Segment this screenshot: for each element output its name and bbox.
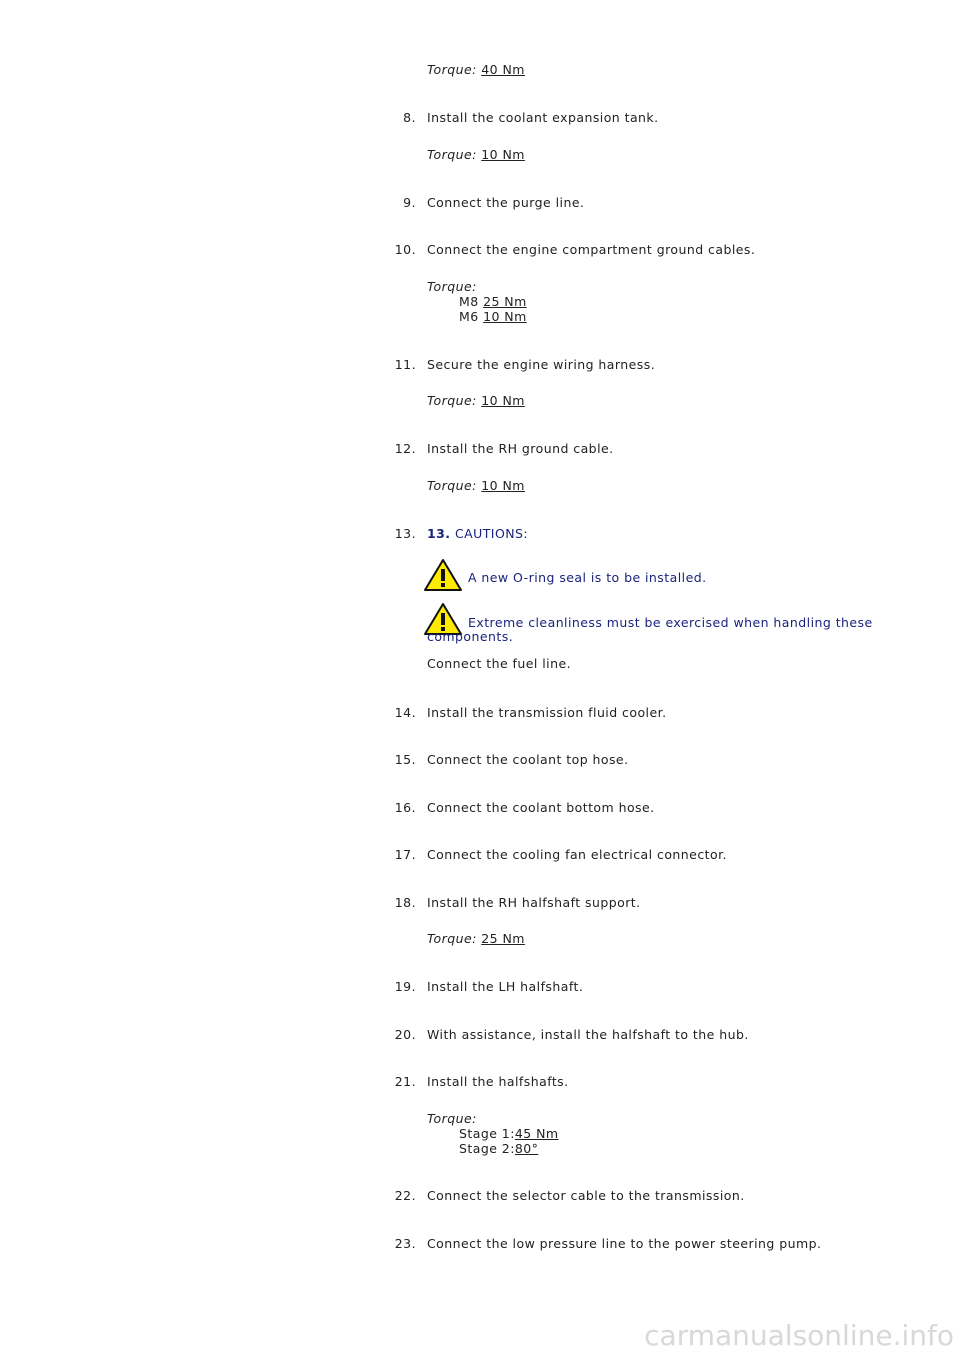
step-text: Connect the coolant top hose. (427, 752, 629, 767)
torque-label: Torque: (427, 1111, 477, 1126)
torque-label: Torque: (427, 393, 477, 408)
caution-text: A new O-ring seal is to be installed. (468, 570, 707, 585)
step-number: 10. (394, 242, 416, 257)
step-number: 19. (394, 979, 416, 994)
torque-value-link[interactable]: 10 Nm (481, 393, 525, 408)
step-number: 18. (394, 895, 416, 910)
torque-stage-row (459, 1141, 538, 1156)
step-text: Install the coolant expansion tank. (427, 110, 659, 125)
torque-label: Torque: (427, 931, 477, 946)
step-text: Connect the low pressure line to the power steering pump. (427, 1236, 822, 1251)
caution-text: Extreme cleanliness must be exercised when handling these (468, 615, 873, 630)
step-text: Connect the fuel line. (427, 656, 572, 671)
step-text: Install the RH ground cable. (427, 441, 614, 456)
step-number: 8. (403, 110, 416, 125)
step-number: 11. (394, 357, 416, 372)
step-number: 17. (394, 847, 416, 862)
watermark: carmanualsonline.info (644, 1319, 954, 1352)
stage-label: Stage 2: (459, 1141, 515, 1156)
step-text: Secure the engine wiring harness. (427, 357, 656, 372)
caution-text-continued: components. (427, 629, 514, 644)
torque-value-link[interactable]: 40 Nm (481, 62, 525, 77)
step-text: Install the RH halfshaft support. (427, 895, 641, 910)
torque-stage-row (459, 1126, 559, 1141)
step-text: Install the halfshafts. (427, 1074, 569, 1089)
bolt-size-label: M8 (459, 294, 479, 309)
torque-label: Torque: (427, 478, 477, 493)
torque-label: Torque: (427, 279, 477, 294)
torque-value-link[interactable]: 10 Nm (481, 147, 525, 162)
cautions-heading-number: 13. (427, 526, 451, 541)
torque-value-link[interactable]: 25 Nm (483, 294, 527, 309)
angle-value-link[interactable]: 80° (514, 1141, 539, 1156)
step-text: Connect the coolant bottom hose. (427, 800, 655, 815)
step-number: 22. (394, 1188, 416, 1203)
step-number: 23. (394, 1236, 416, 1251)
cautions-heading (427, 526, 528, 541)
step-text: Install the LH halfshaft. (427, 979, 584, 994)
torque-row (427, 147, 525, 162)
bolt-size-label: M6 (459, 309, 479, 324)
step-number: 14. (394, 705, 416, 720)
step-number: 13. (394, 526, 416, 541)
step-number: 20. (394, 1027, 416, 1042)
step-text: Install the transmission fluid cooler. (427, 705, 667, 720)
stage-label: Stage 1: (459, 1126, 515, 1141)
torque-row (427, 478, 525, 493)
torque-value-link[interactable]: 45 Nm (514, 1126, 559, 1141)
torque-label: Torque: (427, 147, 477, 162)
step-number: 9. (403, 195, 416, 210)
torque-row (427, 393, 525, 408)
step-number: 21. (394, 1074, 416, 1089)
step-text: Connect the engine compartment ground cables. (427, 242, 756, 257)
torque-spec-row (459, 309, 527, 324)
step-number: 15. (394, 752, 416, 767)
torque-value-link[interactable]: 10 Nm (483, 309, 527, 324)
torque-value-link[interactable]: 25 Nm (481, 931, 525, 946)
step-number: 16. (394, 800, 416, 815)
torque-value-link[interactable]: 10 Nm (481, 478, 525, 493)
step-number: 12. (394, 441, 416, 456)
torque-label: Torque: (427, 62, 477, 77)
warning-triangle-icon (423, 558, 463, 592)
torque-spec-row (459, 294, 527, 309)
step-text: Connect the selector cable to the transmission. (427, 1188, 745, 1203)
step-text: Connect the cooling fan electrical connector. (427, 847, 727, 862)
step-text: With assistance, install the halfshaft to the hub. (427, 1027, 749, 1042)
cautions-heading-label: CAUTIONS: (454, 526, 529, 541)
torque-row (427, 931, 525, 946)
step-text: Connect the purge line. (427, 195, 585, 210)
torque-row (427, 62, 525, 77)
